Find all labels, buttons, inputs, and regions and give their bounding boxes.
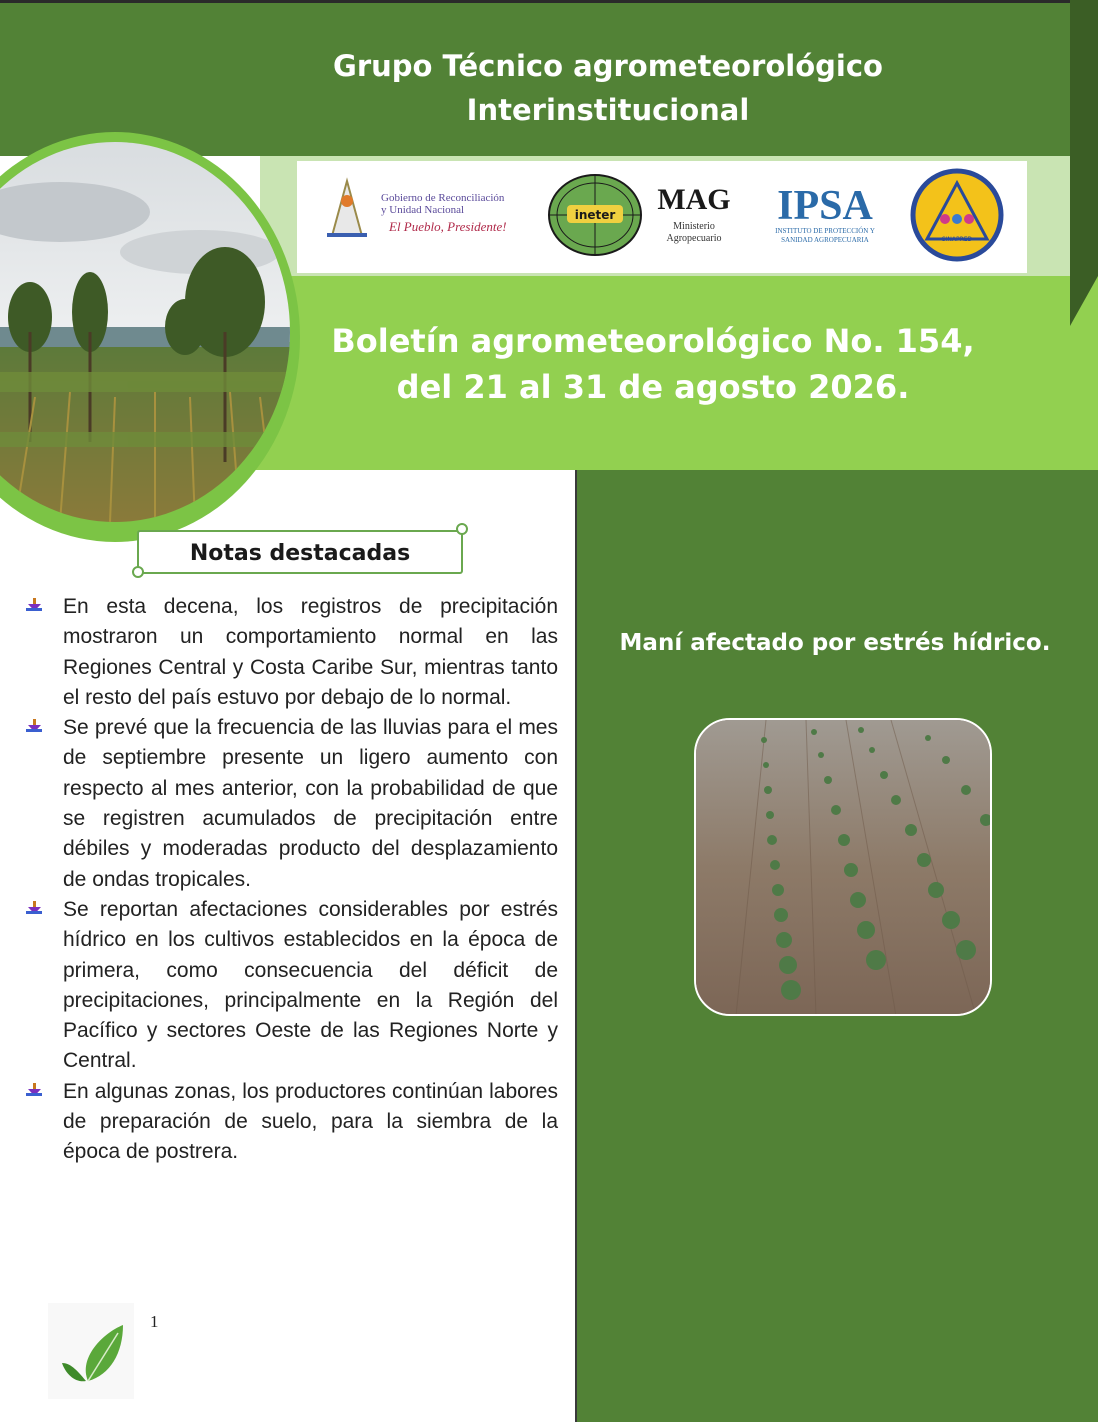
- header-title-line1: Grupo Técnico agrometeorológico: [333, 49, 883, 83]
- institution-logos: [297, 161, 1027, 273]
- arrow-bullet-icon: [26, 719, 42, 737]
- svg-text:y Unidad Nacional: y Unidad Nacional: [381, 204, 465, 216]
- list-item: [22, 895, 558, 1077]
- corner-fold: [1070, 276, 1098, 326]
- svg-text:INSTITUTO DE PROTECCIÓN Y: INSTITUTO DE PROTECCIÓN Y: [775, 227, 875, 235]
- peanut-field-photo: [694, 718, 992, 1016]
- svg-text:MAG: MAG: [657, 183, 731, 216]
- leaf-icon: [48, 1303, 134, 1399]
- list-item: [22, 713, 558, 895]
- svg-text:SANIDAD AGROPECUARIA: SANIDAD AGROPECUARIA: [781, 236, 869, 244]
- gobierno-logo: [327, 181, 507, 237]
- cornfield-photo-frame: [0, 132, 300, 542]
- notes-list: [22, 592, 558, 1168]
- note-text: Se reportan afectaciones considerables por estrés hídrico en los cultivos establecidos en la época de primera, como consecuencia del déficit de precipitaciones, principalmente en la Región del Pacífico y sectores Oeste de las Regiones Norte y Central.: [63, 897, 558, 1073]
- scroll-curl-decoration: [132, 566, 144, 578]
- photo-caption: Maní afectado por estrés hídrico.: [619, 630, 1051, 656]
- notes-heading: Notas destacadas: [137, 530, 463, 574]
- note-text: Se prevé que la frecuencia de las lluvias para el mes de septiembre presente un ligero aumento con respecto al mes anterior, con la probabilidad de que se registren acumulados de precipitación entre débiles y moderadas producto del desplazamiento de ondas tropicales.: [63, 716, 558, 891]
- footer-logo: [48, 1303, 134, 1399]
- ipsa-logo: [775, 183, 875, 244]
- institution-logos-strip: [297, 161, 1027, 273]
- arrow-bullet-icon: [26, 1083, 42, 1101]
- bulletin-title: [300, 318, 1006, 410]
- note-text: En esta decena, los registros de precipitación mostraron un comportamiento normal en las Regiones Central y Costa Caribe Sur, mientras tanto el resto del país estuvo por debajo de lo normal.: [63, 595, 558, 709]
- list-item: [22, 592, 558, 713]
- svg-text:IPSA: IPSA: [777, 183, 873, 229]
- note-text: En algunas zonas, los productores continúan labores de preparación de suelo, para la siembra de la época de postrera.: [63, 1079, 558, 1164]
- svg-text:Agropecuario: Agropecuario: [666, 233, 722, 244]
- svg-text:Gobierno de Reconciliación: Gobierno de Reconciliación: [381, 192, 505, 204]
- arrow-bullet-icon: [26, 901, 42, 919]
- list-item: [22, 1077, 558, 1168]
- sinapred-logo: [913, 171, 1001, 259]
- arrow-bullet-icon: [26, 598, 42, 616]
- scroll-curl-decoration: [456, 523, 468, 535]
- bulletin-title-line1: Boletín agrometeorológico No. 154,: [331, 322, 975, 360]
- column-divider: [575, 470, 577, 1422]
- cornfield-photo: [0, 142, 290, 522]
- svg-text:SINAPRED: SINAPRED: [941, 236, 973, 243]
- header-title-line2: Interinstitucional: [466, 93, 750, 127]
- svg-text:ineter: ineter: [574, 208, 616, 222]
- ineter-logo: [549, 175, 641, 255]
- right-edge-strip: [1070, 0, 1098, 300]
- bulletin-title-line2: del 21 al 31 de agosto 2026.: [396, 368, 910, 406]
- page-number: 1: [150, 1312, 159, 1331]
- header-title: [300, 44, 916, 132]
- svg-text:El Pueblo, Presidente!: El Pueblo, Presidente!: [389, 219, 507, 234]
- svg-text:Ministerio: Ministerio: [673, 221, 715, 232]
- mag-logo: [657, 183, 730, 244]
